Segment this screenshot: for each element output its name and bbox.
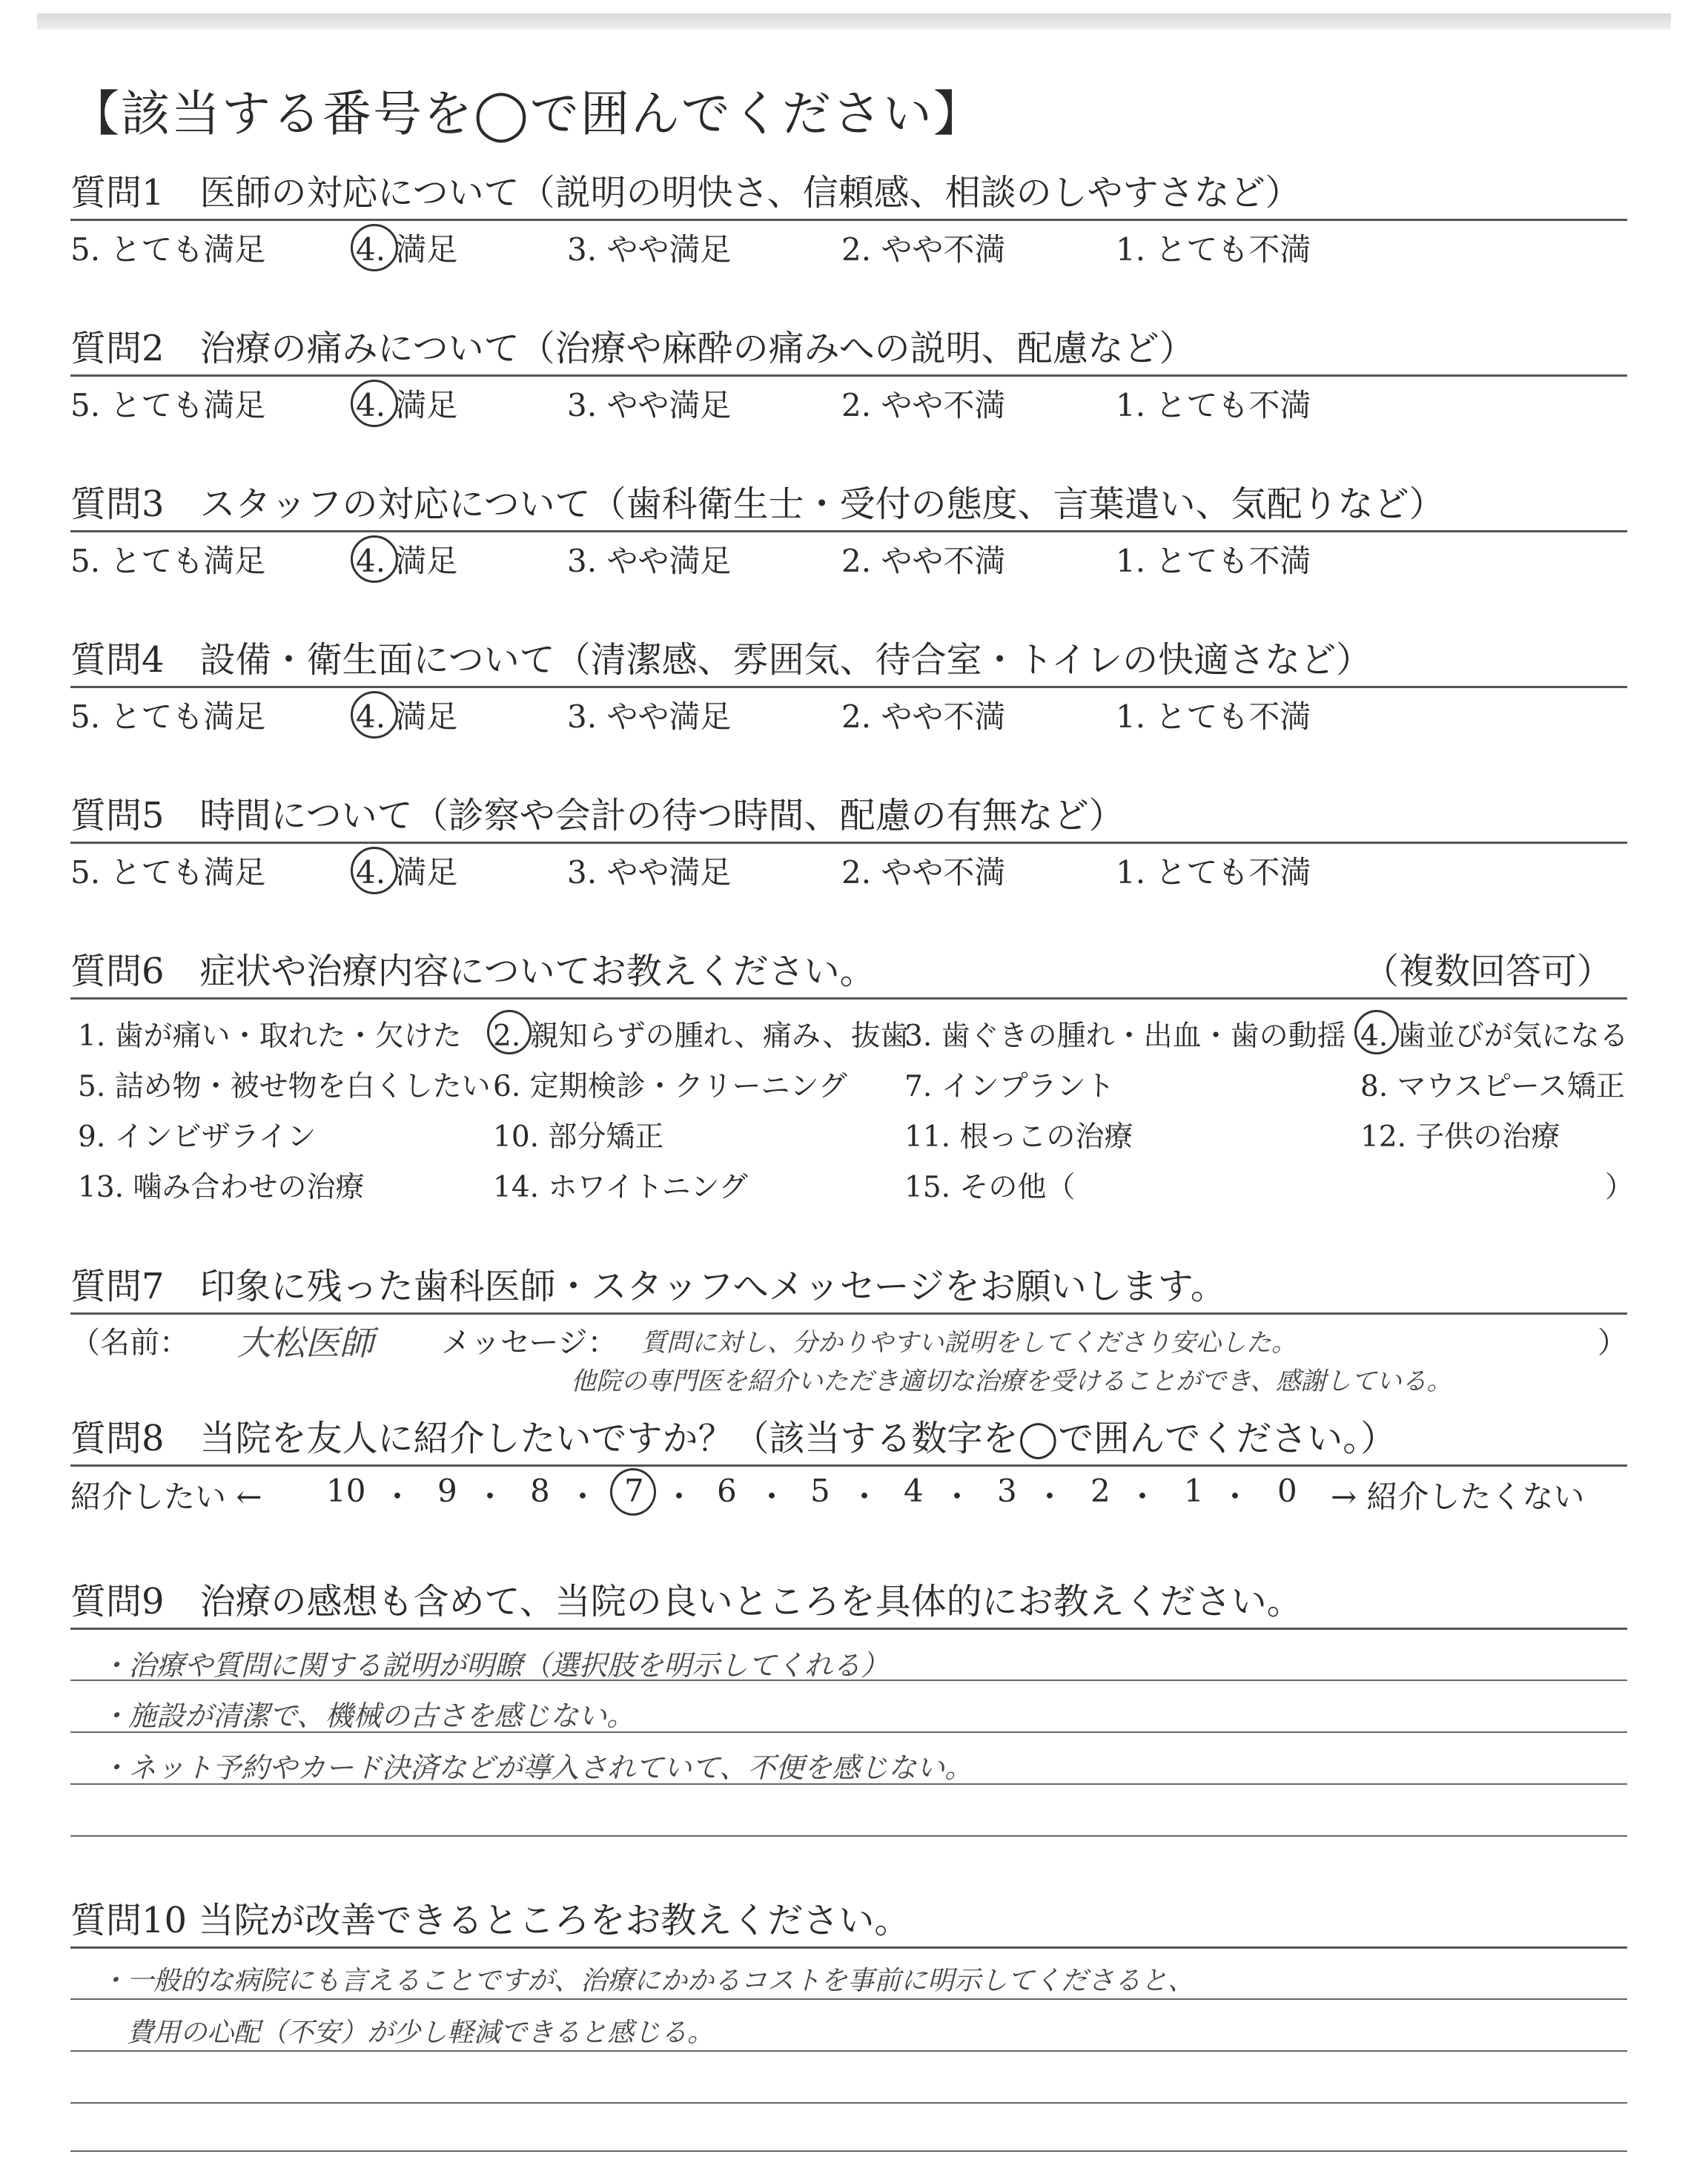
option-somewhat-satisfied[interactable]: 3. やや満足 [567,231,732,268]
question-rule [70,1628,1627,1630]
scale-dot: ・ [1219,1479,1251,1515]
option-satisfied[interactable]: 4. 満足 [356,698,458,735]
symptom-option-13[interactable]: 13. 噛み合わせの治療 [78,1171,365,1204]
option-satisfied[interactable]: 4. 満足 [356,543,458,579]
option-somewhat-satisfied[interactable]: 3. やや満足 [567,387,732,423]
symptom-option-12[interactable]: 12. 子供の治療 [1360,1120,1560,1154]
scale-dot: ・ [663,1479,695,1515]
scale-dot: ・ [474,1479,506,1515]
selection-circle [351,847,398,894]
scale-number-3[interactable]: 3 [997,1473,1017,1509]
scale-dot: ・ [1127,1479,1159,1515]
scale-number-8[interactable]: 8 [530,1473,550,1509]
question-title: 質問1 医師の対応について（説明の明快さ、信頼感、相談のしやすさなど） [70,172,1301,214]
question-6-title: 質問6 症状や治療内容についてお教えください。 [70,951,875,992]
answer-line [70,2150,1627,2152]
selection-circle [351,535,398,583]
rating-options [70,844,1627,896]
good-point-1[interactable]: ・治療や質問に関する説明が明瞭（選択肢を明示してくれる） [100,1649,890,1682]
improvement-line-2[interactable]: 費用の心配（不安）が少し軽減できると感じる。 [100,2018,715,2048]
question-title: 質問7 印象に残った歯科医師・スタッフへメッセージをお願いします。 [70,1266,1226,1307]
good-point-3[interactable]: ・ネット予約やカード決済などが導入されていて、不便を感じない。 [100,1751,973,1784]
question-rule [70,1946,1627,1949]
scale-dot: ・ [941,1479,973,1515]
symptom-options [70,1000,1635,1207]
rating-options [70,221,1627,273]
option-very-dissatisfied[interactable]: 1. とても不満 [1116,854,1311,891]
option-very-dissatisfied[interactable]: 1. とても不満 [1116,543,1311,579]
scale-number-7[interactable]: 7 [624,1473,644,1509]
scale-number-9[interactable]: 9 [437,1473,457,1509]
question-title: 質問2 治療の痛みについて（治療や麻酔の痛みへの説明、配慮など） [70,328,1195,369]
selection-circle [351,224,398,271]
option-somewhat-dissatisfied[interactable]: 2. やや不満 [841,854,1006,891]
option-very-dissatisfied[interactable]: 1. とても不満 [1116,231,1311,268]
message-area [70,1315,1627,1411]
symptom-option-10[interactable]: 10. 部分矯正 [493,1120,664,1154]
symptom-option-5[interactable]: 5. 詰め物・被せ物を白くしたい [78,1070,491,1103]
symptom-option-7[interactable]: 7. インプラント [904,1070,1115,1103]
option-somewhat-dissatisfied[interactable]: 2. やや不満 [841,543,1006,579]
answer-line [70,1680,1627,1681]
option-somewhat-satisfied[interactable]: 3. やや満足 [567,543,732,579]
question-title: 質問8 当院を友人に紹介したいですか？（該当する数字を◯で囲んでください。） [70,1418,1397,1459]
option-somewhat-satisfied[interactable]: 3. やや満足 [567,854,732,891]
option-very-satisfied[interactable]: 5. とても満足 [70,543,266,579]
scale-left-label: 紹介したい ← [70,1479,262,1515]
option-satisfied[interactable]: 4. 満足 [356,231,458,268]
scale-number-0[interactable]: 0 [1277,1473,1297,1509]
selection-circle [351,380,398,427]
question-title: 質問9 治療の感想も含めて、当院の良いところを具体的にお教えください。 [70,1581,1302,1622]
option-very-dissatisfied[interactable]: 1. とても不満 [1116,698,1311,735]
answer-line [70,2102,1627,2104]
question-5 [70,790,1627,896]
message-close-paren: ） [1598,1326,1627,1360]
selection-circle [351,691,398,739]
selection-circle [610,1468,656,1516]
question-3 [70,478,1627,584]
symptom-option-1[interactable]: 1. 歯が痛い・取れた・欠けた [78,1020,462,1053]
symptom-option-6[interactable]: 6. 定期検診・クリーニング [493,1070,847,1103]
doctor-name[interactable]: 大松医師 [237,1323,374,1363]
question-title: 質問5 時間について（診察や会計の待つ時間、配慮の有無など） [70,795,1125,836]
option-somewhat-dissatisfied[interactable]: 2. やや不満 [841,231,1006,268]
symptom-option-11[interactable]: 11. 根っこの治療 [904,1120,1133,1154]
answer-line [70,1835,1627,1837]
option-very-satisfied[interactable]: 5. とても満足 [70,698,266,735]
rating-options [70,688,1627,740]
scan-top-edge [37,13,1671,30]
scale-dot: ・ [382,1479,414,1515]
selection-circle [1354,1010,1399,1054]
symptom-option-9[interactable]: 9. インビザライン [78,1120,317,1154]
answer-line [70,2050,1627,2052]
rating-options [70,377,1627,429]
scale-number-5[interactable]: 5 [810,1473,830,1509]
option-satisfied[interactable]: 4. 満足 [356,854,458,891]
question-7 [70,1261,1627,1411]
answer-line [70,1998,1627,2000]
scale-number-2[interactable]: 2 [1090,1473,1110,1509]
scale-dot: ・ [849,1479,881,1515]
question-title: 質問4 設備・衛生面について（清潔感、雰囲気、待合室・トイレの快適さなど） [70,639,1372,681]
symptom-option-8[interactable]: 8. マウスピース矯正 [1360,1070,1625,1103]
question-6 [70,945,1635,1207]
option-very-satisfied[interactable]: 5. とても満足 [70,854,266,891]
message-label: メッセージ： [441,1326,618,1360]
other-close-paren: ） [1605,1171,1635,1204]
question-2 [70,323,1627,429]
question-10 [70,1895,1627,2154]
good-point-2[interactable]: ・施設が清潔で、機械の古さを感じない。 [100,1700,635,1732]
symptom-option-4[interactable]: 4. 歯並びが気になる [1360,1020,1629,1053]
question-1 [70,167,1627,273]
instruction-header: 【該当する番号を◯で囲んでください】 [70,85,984,142]
question-8 [70,1413,1627,1519]
selection-circle [487,1010,532,1054]
symptom-option-15[interactable]: 15. その他（ [904,1171,1076,1204]
question-title: 質問10 当院が改善できるところをお教えください。 [70,1900,910,1941]
scale-number-10[interactable]: 10 [326,1473,366,1509]
message-line-2[interactable]: 他院の専門医を紹介いただき適切な治療を受けることができ、感謝している。 [571,1367,1452,1396]
name-label: （名前： [70,1326,189,1360]
option-very-dissatisfied[interactable]: 1. とても不満 [1116,387,1311,423]
scale-number-1[interactable]: 1 [1184,1473,1204,1509]
symptom-option-14[interactable]: 14. ホワイトニング [493,1171,748,1204]
question-9 [70,1576,1627,1850]
question-title: 質問3 スタッフの対応について（歯科衛生士・受付の態度、言葉遣い、気配りなど） [70,483,1445,525]
symptom-option-2[interactable]: 2. 親知らずの腫れ、痛み、抜歯 [493,1020,910,1053]
option-somewhat-satisfied[interactable]: 3. やや満足 [567,698,732,735]
scale-number-4[interactable]: 4 [904,1473,924,1509]
symptom-option-3[interactable]: 3. 歯ぐきの腫れ・出血・歯の動揺 [904,1020,1346,1053]
answer-line [70,1731,1627,1733]
scale-number-6[interactable]: 6 [717,1473,737,1509]
option-somewhat-dissatisfied[interactable]: 2. やや不満 [841,387,1006,423]
option-very-satisfied[interactable]: 5. とても満足 [70,231,266,268]
question-title [70,945,1627,997]
scale-dot: ・ [756,1479,788,1515]
message-line-1[interactable]: 質問に対し、分かりやすい説明をしてくださり安心した。 [641,1328,1297,1358]
option-satisfied[interactable]: 4. 満足 [356,387,458,423]
rating-options [70,532,1627,584]
scale-right-label: → 紹介したくない [1331,1479,1585,1515]
question-4 [70,634,1627,740]
scale-dot: ・ [567,1479,599,1515]
option-somewhat-dissatisfied[interactable]: 2. やや不満 [841,698,1006,735]
scale-dot: ・ [1034,1479,1066,1515]
improvement-line-1[interactable]: ・一般的な病院にも言えることですが、治療にかかるコストを事前に明示してくださると、 [100,1966,1195,1996]
referral-scale [70,1467,1627,1519]
answer-line [70,1783,1627,1785]
multiple-answers-note: （複数回答可） [1363,951,1612,992]
option-very-satisfied[interactable]: 5. とても満足 [70,387,266,423]
